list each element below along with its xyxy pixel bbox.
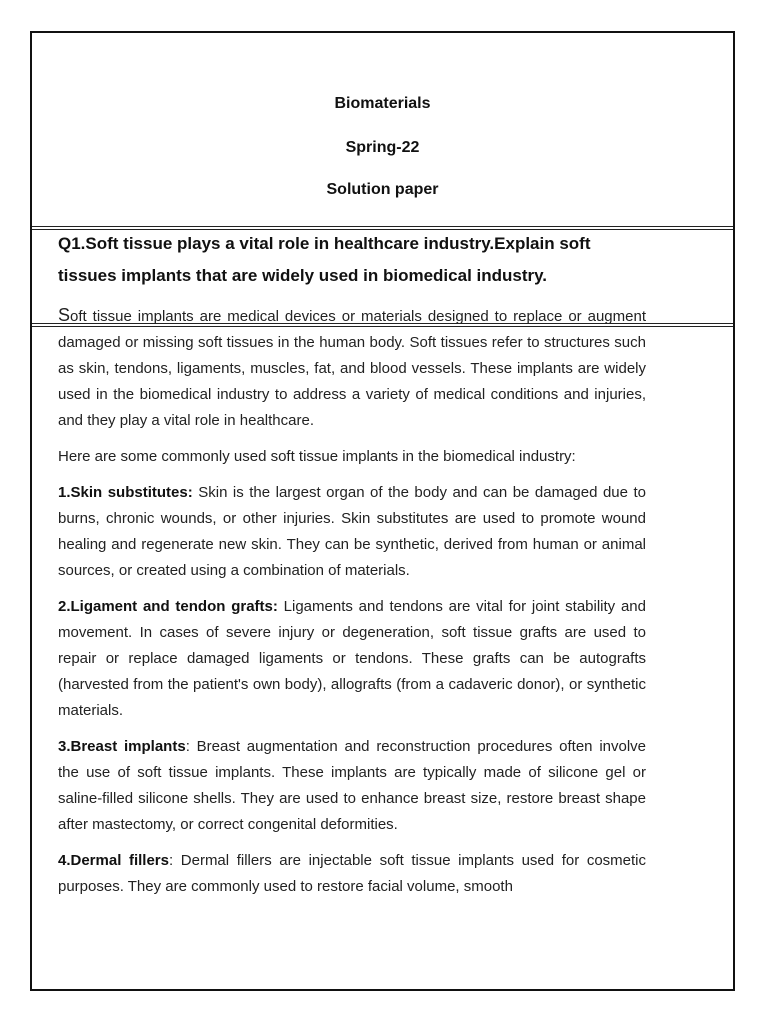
term-title: Spring-22 bbox=[345, 139, 420, 156]
item-text: Skin is the largest organ of the body and can be damaged due to burns, chronic wounds, or other injuries. Skin substitutes are used to promote wound healing and regenerate new skin. They can be synthetic, derived from human or animal sources, or created using a combination of materials. bbox=[58, 484, 647, 579]
item-term: 2.Ligament and tendon grafts: bbox=[58, 598, 278, 615]
item-text: : Breast augmentation and reconstruction procedures often involve the use of soft tissue implants. These implants are typically made of silicone gel or saline-filled silicone shells. They are used to enhance breast size, restore breast shape after mastectomy, or correct congenital deformities. bbox=[58, 738, 647, 833]
course-title: Biomaterials bbox=[334, 95, 431, 112]
list-item bbox=[58, 594, 646, 724]
item-term: 3.Breast implants bbox=[58, 738, 186, 755]
list-item bbox=[58, 480, 646, 584]
item-text: : Dermal fillers are injectable soft tissue implants used for cosmetic purposes. They are commonly used to restore facial volume, smooth bbox=[58, 852, 647, 895]
item-text: Ligaments and tendons are vital for joint stability and movement. In cases of severe injury or degeneration, soft tissue grafts are used to repair or replace damaged ligaments or tendons. These grafts can be autografts (harvested from the patient's own body), allografts (from a cadaveric donor), or synthetic materials. bbox=[58, 598, 646, 719]
item-term: 4.Dermal fillers bbox=[58, 852, 169, 869]
item-term: 1.Skin substitutes: bbox=[58, 484, 193, 501]
intro-first-letter: S bbox=[58, 305, 71, 325]
question-heading bbox=[58, 228, 658, 292]
list-item bbox=[58, 734, 646, 838]
intro-text: oft tissue implants are medical devices or materials designed to replace or augment damaged or missing soft tissues in the human body. Soft tissues refer to structures such as skin, tendons, ligaments, muscles, fat, and blood vessels. These implants are widely used in the biomedical industry to address a variety of medical conditions and injuries, and they play a vital role in healthcare. bbox=[58, 308, 646, 429]
lead-in-paragraph: Here are some commonly used soft tissue implants in the biomedical industry: bbox=[58, 448, 576, 465]
intro-paragraph bbox=[58, 302, 646, 434]
question-line-1: Q1.Soft tissue plays a vital role in healthcare industry.Explain soft bbox=[58, 234, 591, 253]
answer-body bbox=[58, 302, 646, 910]
question-line-2: tissues implants that are widely used in biomedical industry. bbox=[58, 266, 548, 285]
list-item bbox=[58, 848, 646, 900]
document-type-title: Solution paper bbox=[326, 181, 439, 198]
